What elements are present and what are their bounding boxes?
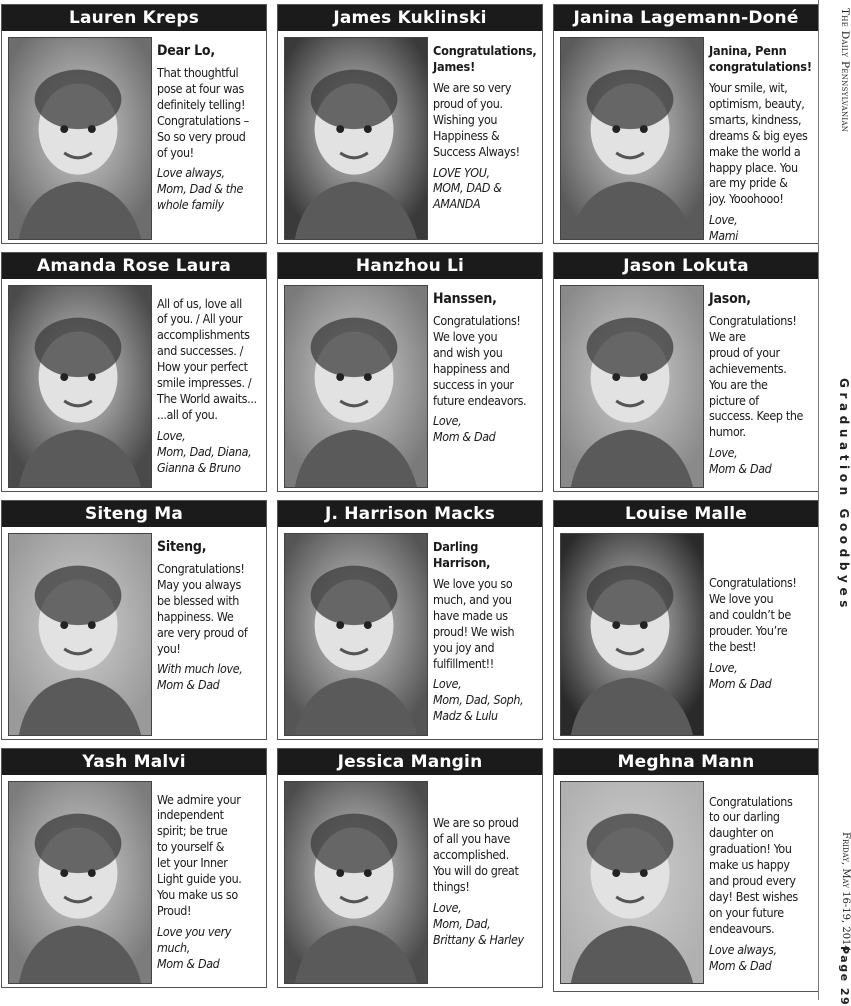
graduate-name: J. Harrison Macks <box>278 501 542 527</box>
signature: Love, Mom, Dad, Brittany & Harley <box>433 899 524 947</box>
graduate-name: Yash Malvi <box>2 749 266 775</box>
announcement-card <box>277 252 543 492</box>
graduate-name: Hanzhou Li <box>278 253 542 279</box>
graduate-name: James Kuklinski <box>278 5 542 31</box>
childhood-photo <box>560 37 704 240</box>
message-block <box>709 285 815 486</box>
publication-name: The Daily Pennsylvanian <box>839 8 851 133</box>
announcement-card <box>1 252 267 492</box>
childhood-photo <box>284 781 428 984</box>
message-text: All of us, love all of you. / All your accomplishments and successes. / How your perfect smile impresses. / The World awaits... ...all of you. <box>157 295 257 422</box>
message-text: We are so very proud of you. Wishing you Happiness & Success Always! <box>433 80 520 159</box>
announcement-card <box>553 252 819 492</box>
announcement-card <box>1 500 267 740</box>
announcement-card <box>553 4 819 244</box>
section-title: Graduation Goodbyes <box>837 378 851 612</box>
signature: Love, Mom, Dad, Soph, Madz & Lulu <box>433 676 524 724</box>
message-block <box>709 533 815 734</box>
greeting: Congratulations, James! <box>433 43 537 74</box>
announcement-card <box>277 748 543 988</box>
message-block <box>433 285 539 486</box>
announcement-card <box>1 748 267 988</box>
childhood-photo <box>560 781 704 984</box>
message-text: Your smile, wit, optimism, beauty, smarts, kindness, dreams & big eyes make the world a happy place. You are my pride & joy. Yooohooo! <box>709 80 808 207</box>
issue-date: Friday, May 16-19, 2014 <box>840 832 851 952</box>
childhood-photo <box>8 781 152 984</box>
announcement-card <box>553 748 819 992</box>
graduate-name: Jessica Mangin <box>278 749 542 775</box>
message-text: We admire your independent spirit; be true to yourself & let your Inner Light guide you. You make us so Proud! <box>157 791 242 918</box>
childhood-photo <box>8 533 152 736</box>
message-text: We are so proud of all you have accomplished. You will do great things! <box>433 815 519 894</box>
message-text: Congratulations! We are proud of your achievements. You are the picture of success. Keep the humor. <box>709 313 804 440</box>
childhood-photo <box>284 533 428 736</box>
signature: Love, Mami <box>709 212 739 244</box>
message-block <box>709 781 815 986</box>
message-block <box>157 781 263 982</box>
message-block <box>433 37 539 238</box>
signature: LOVE YOU, MOM, DAD & AMANDA <box>433 164 502 212</box>
childhood-photo <box>8 285 152 488</box>
signature: Love, Mom & Dad <box>709 445 772 477</box>
message-text: Congratulations! We love you and couldn’t be prouder. You’re the best! <box>709 575 797 654</box>
greeting: Jason, <box>709 291 751 307</box>
graduate-name: Janina Lagemann-Doné <box>554 5 818 31</box>
announcement-card <box>277 4 543 244</box>
signature: With much love, Mom & Dad <box>157 661 243 693</box>
greeting: Siteng, <box>157 539 207 555</box>
graduate-name: Amanda Rose Laura <box>2 253 266 279</box>
signature: Love always, Mom, Dad & the whole family <box>157 165 244 213</box>
graduate-name: Louise Malle <box>554 501 818 527</box>
announcement-card <box>277 500 543 740</box>
greeting: Dear Lo, <box>157 43 215 59</box>
announcement-card <box>553 500 819 740</box>
signature: Love, Mom & Dad <box>709 659 772 691</box>
message-block <box>709 37 815 244</box>
graduate-name: Lauren Kreps <box>2 5 266 31</box>
childhood-photo <box>284 285 428 488</box>
message-block <box>157 285 263 486</box>
graduate-name: Meghna Mann <box>554 749 818 775</box>
greeting: Janina, Penn congratulations! <box>709 43 812 74</box>
childhood-photo <box>8 37 152 240</box>
graduate-name: Siteng Ma <box>2 501 266 527</box>
message-block <box>433 533 539 734</box>
message-text: That thoughtful pose at four was definitely telling! Congratulations – So so very proud of you! <box>157 65 249 160</box>
message-block <box>157 37 263 238</box>
greeting: Darling Harrison, <box>433 539 491 570</box>
message-text: Congratulations! May you always be blessed with happiness. We are very proud of you! <box>157 561 248 656</box>
message-block <box>157 533 263 734</box>
announcement-card <box>1 4 267 244</box>
childhood-photo <box>560 285 704 488</box>
message-text: Congratulations to our darling daughter on graduation! You make us happy and proud every day! Best wishes on your future endeavours. <box>709 793 798 936</box>
message-block <box>433 781 539 982</box>
page-number: Page 29 <box>838 946 851 1006</box>
signature: Love you very much, Mom & Dad <box>157 923 232 971</box>
signature: Love, Mom & Dad <box>433 413 496 445</box>
greeting: Hanssen, <box>433 291 497 307</box>
signature: Love always, Mom & Dad <box>709 941 777 973</box>
childhood-photo <box>560 533 704 736</box>
graduate-name: Jason Lokuta <box>554 253 818 279</box>
margin-rule <box>818 0 819 1000</box>
message-text: Congratulations! We love you and wish you happiness and success in your future endeavors. <box>433 313 527 408</box>
childhood-photo <box>284 37 428 240</box>
signature: Love, Mom, Dad, Diana, Gianna & Bruno <box>157 427 252 475</box>
message-text: We love you so much, and you have made us proud! We wish you joy and fulfillment!! <box>433 576 515 671</box>
announcement-grid <box>0 4 828 1000</box>
